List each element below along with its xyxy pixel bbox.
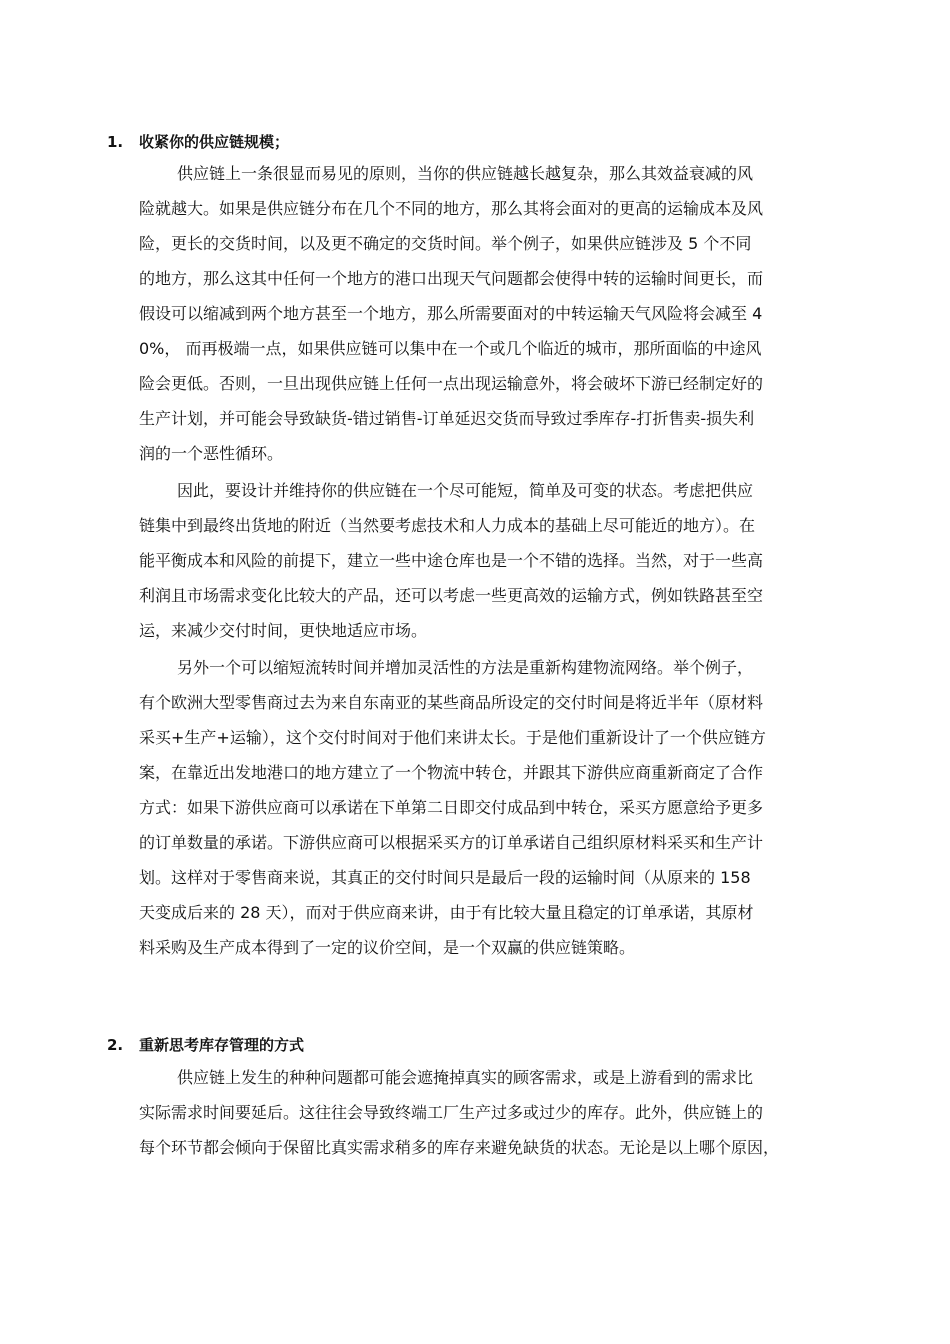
text-line: 运，来减少交付时间，更快地适应市场。 [139, 621, 428, 640]
text-line: 供应链上一条很显而易见的原则，当你的供应链越长越复杂，那么其效益衰减的风 [177, 164, 754, 183]
text-line: 险会更低。否则，一旦出现供应链上任何一点出现运输意外，将会破坏下游已经制定好的 [139, 374, 764, 393]
paragraph [0, 650, 950, 965]
text-line: 料采购及生产成本得到了一定的议价空间，是一个双赢的供应链策略。 [139, 938, 636, 957]
paragraph [0, 1060, 950, 1165]
text-line: 险，更长的交货时间，以及更不确定的交货时间。举个例子，如果供应链涉及 5 个不同 [139, 234, 752, 253]
text-line: 实际需求时间要延后。这往往会导致终端工厂生产过多或过少的库存。此外，供应链上的 [139, 1103, 764, 1122]
section-heading [0, 1031, 950, 1059]
text-line: 0%， 而再极端一点，如果供应链可以集中在一个或几个临近的城市，那所面临的中途风 [139, 339, 762, 358]
text-line: 采买+生产+运输），这个交付时间对于他们来讲太长。于是他们重新设计了一个供应链方 [139, 728, 766, 747]
text-line: 因此，要设计并维持你的供应链在一个尽可能短，简单及可变的状态。考虑把供应 [177, 481, 754, 500]
text-line: 另外一个可以缩短流转时间并增加灵活性的方法是重新构建物流网络。举个例子， [177, 658, 754, 677]
paragraph [0, 156, 950, 471]
text-line: 生产计划，并可能会导致缺货-错过销售-订单延迟交货而导致过季库存-打折售卖-损失利 [139, 409, 755, 428]
section-heading [0, 128, 950, 156]
paragraph [0, 473, 950, 648]
text-line: 能平衡成本和风险的前提下，建立一些中途仓库也是一个不错的选择。当然，对于一些高 [139, 551, 764, 570]
text-line: 天变成后来的 28 天），而对于供应商来讲，由于有比较大量且稳定的订单承诺，其原材 [139, 903, 754, 922]
section-number: 1. [107, 133, 124, 151]
text-line: 有个欧洲大型零售商过去为来自东南亚的某些商品所设定的交付时间是将近半年（原材料 [139, 693, 764, 712]
text-line: 方式：如果下游供应商可以承诺在下单第二日即交付成品到中转仓，采买方愿意给予更多 [139, 798, 764, 817]
text-line: 利润且市场需求变化比较大的产品，还可以考虑一些更高效的运输方式，例如铁路甚至空 [139, 586, 764, 605]
text-line: 的订单数量的承诺。下游供应商可以根据采买方的订单承诺自己组织原材料采买和生产计 [139, 833, 764, 852]
section-title: 重新思考库存管理的方式 [139, 1036, 305, 1054]
text-line: 链集中到最终出货地的附近（当然要考虑技术和人力成本的基础上尽可能近的地方）。在 [139, 516, 756, 535]
text-line: 每个环节都会倾向于保留比真实需求稍多的库存来避免缺货的状态。无论是以上哪个原因， [139, 1138, 780, 1157]
text-line: 的地方，那么这其中任何一个地方的港口出现天气问题都会使得中转的运输时间更长，而 [139, 269, 764, 288]
text-line: 供应链上发生的种种问题都可能会遮掩掉真实的顾客需求，或是上游看到的需求比 [177, 1068, 754, 1087]
text-line: 润的一个恶性循环。 [139, 444, 284, 463]
section-2 [0, 1031, 950, 1165]
text-line: 案，在靠近出发地港口的地方建立了一个物流中转仓，并跟其下游供应商重新商定了合作 [139, 763, 764, 782]
section-1 [0, 128, 950, 965]
section-title: 收紧你的供应链规模； [139, 133, 290, 151]
text-line: 假设可以缩减到两个地方甚至一个地方，那么所需要面对的中转运输天气风险将会减至 4 [139, 304, 763, 323]
section-number: 2. [107, 1036, 124, 1054]
text-line: 划。这样对于零售商来说，其真正的交付时间只是最后一段的运输时间（从原来的 158 [139, 868, 751, 887]
text-line: 险就越大。如果是供应链分布在几个不同的地方，那么其将会面对的更高的运输成本及风 [139, 199, 764, 218]
